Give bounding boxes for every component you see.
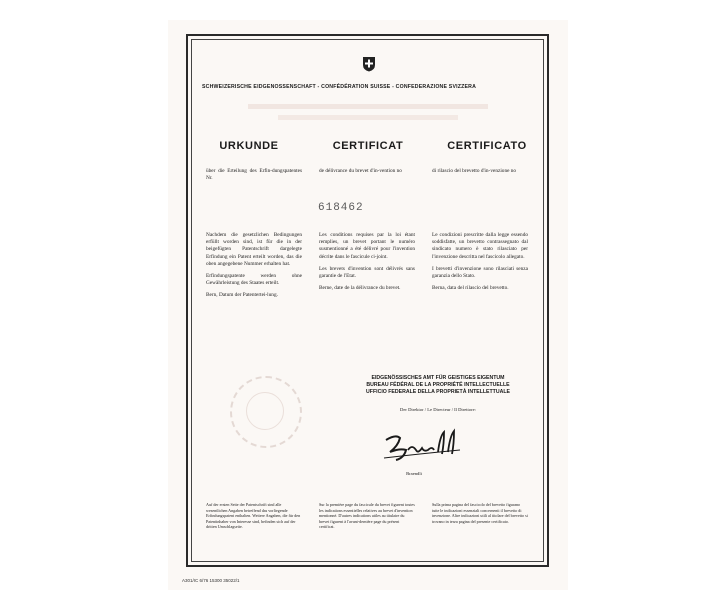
swiss-cross-emblem-icon (362, 56, 376, 72)
handwritten-signature-icon (378, 428, 478, 466)
director-label: Der Direktor / Le Directeur / Il Direttore: (400, 407, 476, 412)
warranty-italian: I brevetti d'invenzione sono rilasciati senza garanzia dello Stato. (432, 265, 528, 280)
seal-center (246, 392, 284, 430)
note-french: Sur la première page du fascicule du brevet figurent toutes les indications essentielles relatives au brevet d'invention mentionné. D'autres indications utiles au titulaire du brevet figurent à l'avant-dernière page du présent certificat. (319, 502, 415, 529)
body-italian: Le condizioni prescritte dalla legge essendo soddisfatte, un brevetto contrassegnato dal sindicato numero è stato rilasciato per l'invenzione descritta nel fascicolo allegato. (432, 232, 528, 260)
column-italian (432, 232, 528, 297)
column-french (319, 232, 415, 297)
faint-watermark-icon (248, 100, 488, 124)
body-french: Les conditions requises par la loi étant remplies, un brevet portant le numéro susmentionné a été délivré pour l'invention décrite dans le fascicule ci-joint. (319, 232, 415, 260)
confederation-line: SCHWEIZERISCHE EIDGENOSSENSCHAFT - CONFÉDÉRATION SUISSE - CONFEDERAZIONE SVIZZERA (202, 84, 477, 90)
place-date-french: Berne, date de la délivrance du brevet. (319, 285, 401, 292)
official-seal-icon (230, 376, 302, 448)
certificate-border (186, 34, 549, 567)
title-certificato: CERTIFICATO (447, 140, 527, 152)
note-german: Auf der ersten Seite der Patentschrift sind alle wesentlichen Angaben betreffend das vorliegende Erfindungspatent enthalten. Weitere Angaben, die für den Patentinhaber von Interesse sind, befinden sich auf der dritten Umschlagseite. (206, 502, 301, 529)
issuing-office (338, 375, 538, 396)
signatory-name: Braendli (406, 471, 422, 476)
intro-french: de délivrance du brevet d'in-vention no (319, 168, 402, 174)
column-german (206, 232, 302, 305)
warranty-french: Les brevets d'invention sont délivrés sans garantie de l'Etat. (319, 265, 415, 280)
place-date-italian: Berna, data del rilascio del brevetto. (432, 285, 509, 292)
office-line-french: BUREAU FÉDÉRAL DE LA PROPRIÉTÉ INTELLECTUELLE (366, 382, 510, 388)
patent-number: 618462 (318, 202, 364, 214)
intro-german: über die Erteilung des Erfin-dungspatentes Nr. (206, 168, 302, 182)
form-code: A301/IC 6/76 15300 35022/1 (182, 578, 240, 583)
intro-italian: di rilascio del brevetto d'in-venzione no (432, 168, 517, 174)
title-certificat: CERTIFICAT (332, 140, 404, 152)
note-italian: Sulla prima pagina del fascicolo del brevetto figurano tutte le indicazioni essenziali concernenti il brevetto di invenzione. Altre indicazioni utili al titolare del brevetto si trovano in terza pagina del presente certificato. (432, 502, 528, 524)
title-urkunde: URKUNDE (219, 140, 279, 152)
place-date-german: Bern, Datum der Patentertei-lung. (206, 292, 278, 299)
office-line-german: EIDGENÖSSISCHES AMT FÜR GEISTIGES EIGENTUM (371, 375, 505, 381)
office-line-italian: UFFICIO FEDERALE DELLA PROPRIETÀ INTELLETTUALE (366, 389, 510, 395)
warranty-german: Erfindungspatente werden ohne Gewährleistung des Staates erteilt. (206, 273, 302, 287)
certificate-sheet (168, 20, 568, 590)
body-german: Nachdem die gesetzlichen Bedingungen erfüllt worden sind, ist für die in der beigefügten Patentschrift dargelegte Erfindung ein Patent erteilt worden, das die oben angegebene Nummer erhalten hat. (206, 232, 302, 267)
